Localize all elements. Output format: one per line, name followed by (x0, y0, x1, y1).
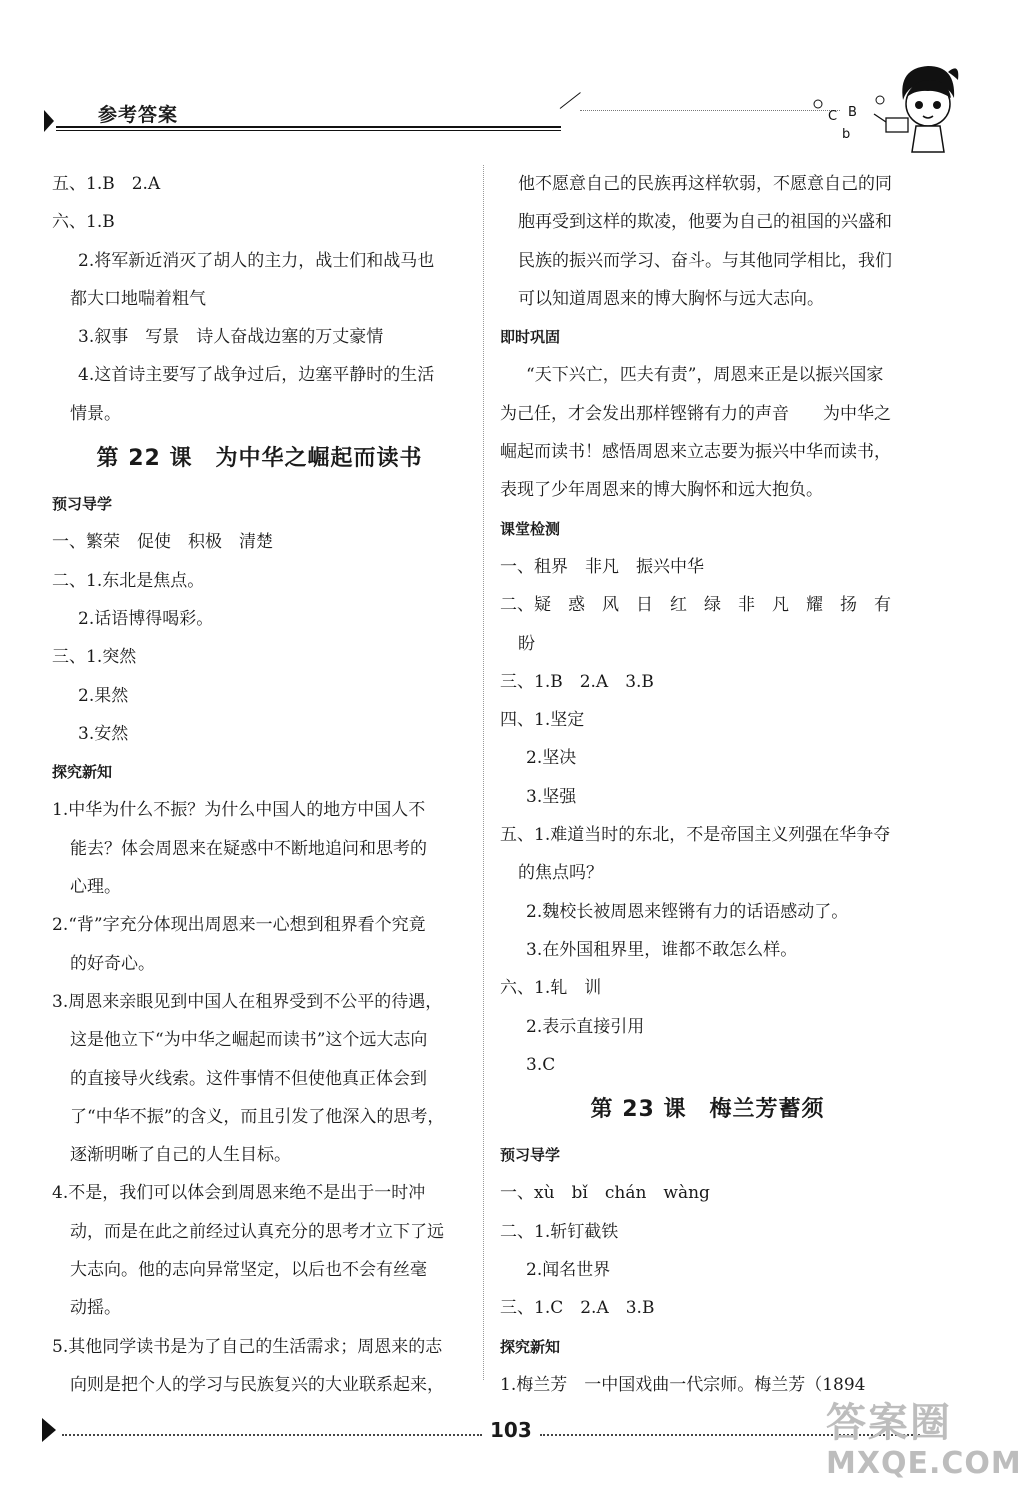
answer-line: 六、1.轧 训 (500, 978, 602, 999)
header-rule-thin (56, 130, 561, 131)
answer-line: 4.不是，我们可以体会到周恩来绝不是出于一时冲 (52, 1183, 426, 1204)
answer-line: 民族的振兴而学习、奋斗。与其他同学相比，我们 (518, 250, 892, 271)
answer-line: 表现了少年周恩来的博大胸怀和远大抱负。 (500, 480, 823, 501)
watermark-bottom: MXQE.COM (826, 1446, 1022, 1481)
answer-line: 胞再受到这样的欺凌，他要为自己的祖国的兴盛和 (518, 212, 892, 233)
answer-line: 3.在外国租界里，谁都不敢怎么样。 (526, 939, 798, 960)
answer-line: 五、1.B 2.A (52, 174, 161, 194)
answer-line: 大志向。他的志向异常坚定，以后也不会有丝毫 (70, 1260, 427, 1281)
answer-line: 二、1.斩钉截铁 (500, 1221, 619, 1242)
footer-arrow-mark (42, 1418, 56, 1442)
girl-illustration (808, 60, 958, 155)
page-number: 103 (490, 1418, 532, 1442)
header-arrow-mark (44, 110, 54, 132)
answer-line: 3.坚强 (526, 786, 577, 807)
answer-line: 一、租界 非凡 振兴中华 (500, 556, 704, 577)
answer-line: 情景。 (70, 403, 121, 424)
answer-line: 2.“背”字充分体现出周恩来一心想到租界看个究竟 (52, 915, 426, 936)
answer-line: 1.中华为什么不振？为什么中国人的地方中国人不 (52, 800, 426, 821)
answer-line: 这是他立下“为中华之崛起而读书”这个远大志向 (70, 1030, 428, 1051)
page-header (40, 96, 800, 136)
answer-line: 4.这首诗主要写了战争过后，边塞平静时的生活 (78, 365, 435, 386)
answer-line: 的好奇心。 (70, 953, 155, 974)
answer-line: 2.魏校长被周恩来铿锵有力的话语感动了。 (526, 901, 849, 922)
answer-line: 能去？体会周恩来在疑惑中不断地追问和思考的 (70, 838, 427, 859)
answer-line: 1.梅兰芳 一中国戏曲一代宗师。梅兰芳（1894 (500, 1374, 866, 1395)
header-rule (56, 126, 561, 128)
page-footer (40, 1412, 920, 1452)
answer-line: 二、1.东北是焦点。 (52, 570, 205, 591)
answer-line: 2.将军新近消灭了胡人的主力，战士们和战马也 (78, 250, 435, 271)
answer-line: 了“中华不振”的含义，而且引发了他深入的思考， (70, 1106, 445, 1127)
answer-line: 为己任，才会发出那样铿锵有力的声音 为中华之 (500, 403, 891, 424)
answer-line: 5.其他同学读书是为了自己的生活需求；周恩来的志 (52, 1336, 443, 1357)
svg-text:C: C (828, 109, 838, 124)
answer-line: 他不愿意自己的民族再这样软弱，不愿意自己的同 (518, 174, 892, 194)
column-divider (483, 165, 484, 1380)
answer-line: 崛起而读书！感悟周恩来立志要为振兴中华而读书， (500, 442, 891, 463)
answer-line: 动，而是在此之前经过认真充分的思考才立下了远 (70, 1221, 444, 1242)
section-heading: 探究新知 (500, 1337, 561, 1356)
answer-line: 三、1.B 2.A 3.B (500, 671, 654, 692)
answer-line: 盼 (518, 633, 535, 654)
footer-rule-left (62, 1434, 482, 1436)
answer-line: 3.C (526, 1054, 556, 1075)
answer-line: 心理。 (70, 877, 121, 898)
svg-text:b: b (842, 127, 851, 142)
answer-line: 动摇。 (70, 1298, 121, 1319)
answer-line: 可以知道周恩来的博大胸怀与远大志向。 (518, 288, 824, 309)
answer-line: 都大口地喘着粗气 (70, 288, 206, 309)
answer-line: 一、繁荣 促使 积极 清楚 (52, 532, 273, 553)
section-heading: 即时巩固 (500, 328, 561, 347)
answer-line: 四、1.坚定 (500, 710, 585, 731)
header-rule-dotted (580, 110, 840, 111)
answer-line: 3.周恩来亲眼见到中国人在租界受到不公平的待遇， (52, 991, 443, 1012)
answer-line: 向则是把个人的学习与民族复兴的大业联系起来， (70, 1374, 444, 1395)
answer-line: 的焦点吗？ (518, 863, 603, 884)
answer-line: 2.果然 (78, 685, 129, 706)
answer-line: 二、疑 惑 风 日 红 绿 非 凡 耀 扬 有 (500, 595, 891, 616)
answer-line: 六、1.B (52, 212, 115, 233)
answer-line: 2.话语博得喝彩。 (78, 608, 214, 629)
left-column (52, 165, 467, 1404)
answer-line: 三、1.C 2.A 3.B (500, 1298, 655, 1319)
svg-text:B: B (848, 105, 857, 120)
answer-line: 2.闻名世界 (526, 1260, 611, 1281)
answer-line: 五、1.难道当时的东北，不是帝国主义列强在华争夺 (500, 825, 891, 846)
header-title: 参考答案 (98, 104, 179, 126)
lesson-title: 第 22 课 为中华之崛起而读书 (96, 446, 423, 472)
section-heading: 预习导学 (500, 1146, 561, 1165)
header-rule-slant (560, 92, 581, 109)
lesson-title: 第 23 课 梅兰芳蓄须 (590, 1097, 825, 1123)
answer-line: 2.表示直接引用 (526, 1016, 645, 1037)
answer-line: 3.安然 (78, 723, 129, 744)
watermark-top: 答案圈 (826, 1400, 952, 1446)
section-heading: 课堂检测 (500, 519, 561, 538)
section-heading: 探究新知 (52, 763, 113, 782)
watermark (826, 1400, 1022, 1500)
answer-line: 的直接导火线索。这件事情不但使他真正体会到 (70, 1068, 427, 1089)
answer-line: 一、xù bǐ chán wàng (500, 1183, 710, 1204)
section-heading: 预习导学 (52, 495, 113, 514)
right-column (500, 165, 915, 1404)
answer-line: “天下兴亡，匹夫有责”，周恩来正是以振兴国家 (526, 365, 884, 386)
answer-line: 3.叙事 写景 诗人奋战边塞的万丈豪情 (78, 327, 384, 348)
answer-line: 2.坚决 (526, 748, 577, 769)
answer-line: 三、1.突然 (52, 647, 137, 668)
answer-line: 逐渐明晰了自己的人生目标。 (70, 1145, 291, 1166)
